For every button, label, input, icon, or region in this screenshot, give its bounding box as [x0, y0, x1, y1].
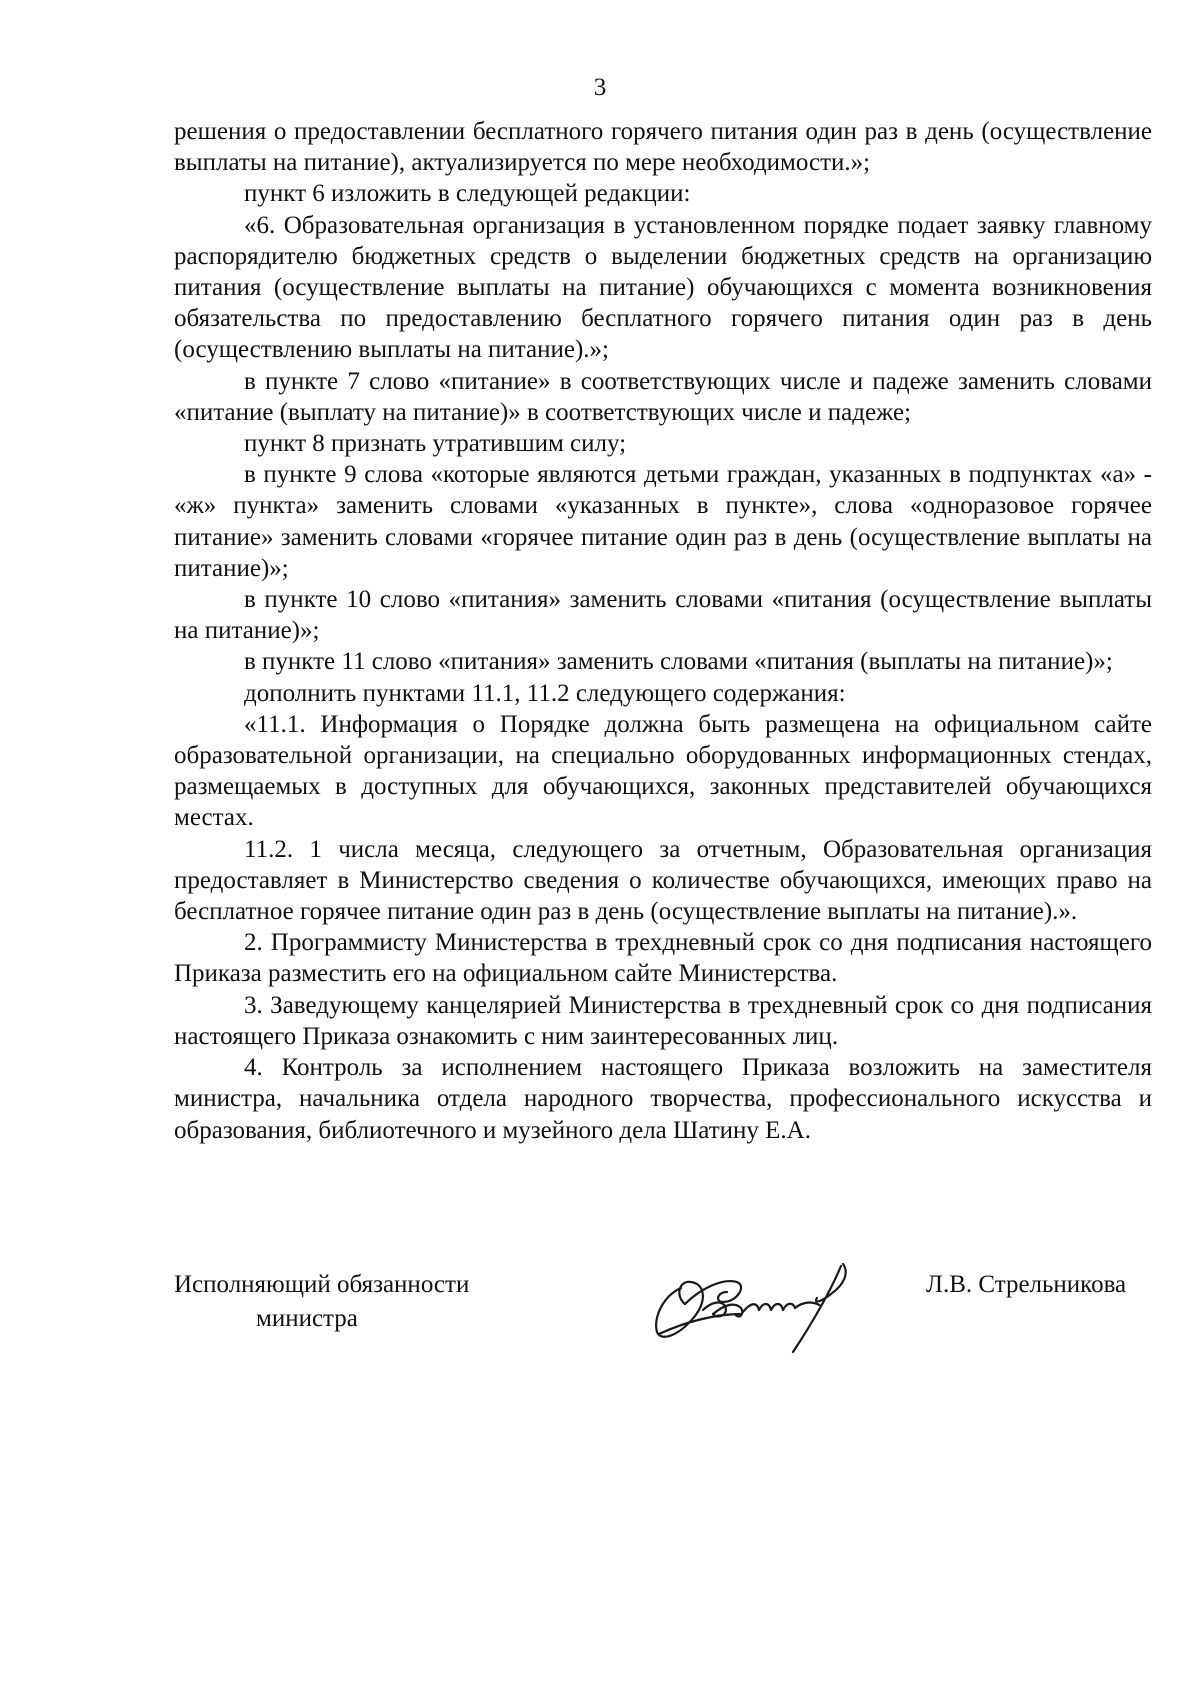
paragraph: пункт 6 изложить в следующей редакции: — [244, 180, 691, 208]
paragraph: 4. Контроль за исполнением настоящего Приказа возложить на заместителя министра, начальника отдела народного творчества, профессионального искусства и образования, библиотечного и музейного дела Шатину Е.А. — [174, 1054, 1152, 1144]
paragraph: пункт 8 признать утратившим силу; — [244, 430, 627, 458]
handwritten-signature — [645, 1244, 885, 1359]
signatory-position-line2: министра — [256, 1305, 358, 1332]
signatory-position-line1: Исполняющий обязанности — [174, 1271, 470, 1298]
paragraph: решения о предоставлении бесплатного горячего питания один раз в день (осуществление выплаты на питание), актуализируется по мере необходимости.»; — [174, 118, 1152, 177]
paragraph: дополнить пунктами 11.1, 11.2 следующего содержания: — [244, 679, 846, 707]
paragraph: в пункте 11 слово «питания» заменить словами «питания (выплаты на питание)»; — [244, 648, 1113, 676]
signatory-name: Л.В. Стрельникова — [926, 1271, 1127, 1298]
paragraph: «11.1. Информация о Порядке должна быть размещена на официальном сайте образовательной организации, на специально оборудованных информационных стендах, размещаемых в доступных для обучающихся, законных представителей обучающихся местах. — [174, 710, 1152, 832]
paragraph: в пункте 7 слово «питание» в соответствующих числе и падеже заменить словами «питание (выплату на питание)» в соответствующих числе и падеже; — [174, 367, 1152, 426]
paragraph: 3. Заведующему канцелярией Министерства в трехдневный срок со дня подписания настоящего Приказа ознакомить с ним заинтересованных лиц. — [174, 991, 1152, 1050]
paragraph: 11.2. 1 числа месяца, следующего за отчетным, Образовательная организация предоставляет в Министерство сведения о количестве обучающихся, имеющих право на бесплатное горячее питание один раз в день (осуществление выплаты на питание).». — [174, 835, 1152, 926]
paragraph: в пункте 10 слово «питания» заменить словами «питания (осуществление выплаты на питание)»; — [174, 586, 1152, 645]
paragraph: 2. Программисту Министерства в трехдневный срок со дня подписания настоящего Приказа разместить его на официальном сайте Министерства. — [174, 929, 1152, 988]
document-body — [174, 116, 1152, 1146]
signatory-position — [174, 1268, 469, 1336]
page-number: 3 — [593, 74, 607, 101]
paragraph: в пункте 9 слова «которые являются детьми граждан, указанных в подпунктах «а» - «ж» пункта» заменить словами «указанных в пункте», слова «одноразовое горячее питание» заменить словами «горячее питание один раз в день (осуществление выплаты на питание)»; — [174, 461, 1152, 582]
paragraph: «6. Образовательная организация в установленном порядке подает заявку главному распорядителю бюджетных средств о выделении бюджетных средств на организацию питания (осуществление выплаты на питание) обучающихся с момента возникновения обязательства по предоставлению бесплатного горячего питания один раз в день (осуществлению выплаты на питание).»; — [174, 211, 1152, 364]
